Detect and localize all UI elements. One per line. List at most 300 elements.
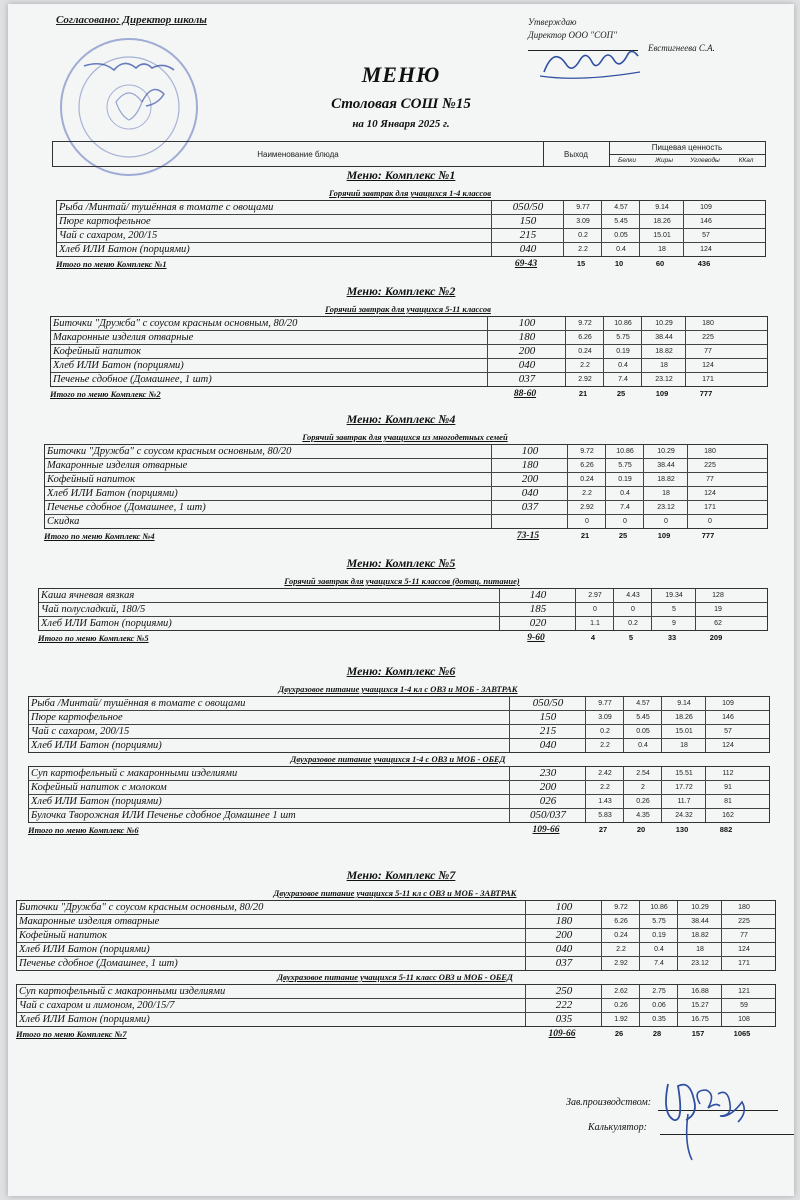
- group-title: Горячий завтрак для учащихся 1-4 классов: [328, 188, 492, 198]
- table-row: [51, 345, 767, 359]
- dish-name: Хлеб ИЛИ Батон (порциями): [41, 618, 172, 629]
- section-total: [56, 258, 764, 270]
- nutrition-value-b: 0: [575, 603, 614, 616]
- header-kcal: ККал: [738, 157, 754, 164]
- nutrition-value-b: 2.62: [601, 985, 640, 998]
- dish-name: Печенье сдобное (Домашнее, 1 шт): [53, 374, 212, 385]
- dish-name: Биточки "Дружба" с соусом красным основным, 80/20: [47, 446, 292, 457]
- nutrition-value-k: 124: [685, 359, 730, 372]
- header-dish: Наименование блюда: [53, 142, 544, 166]
- dish-name: Рыба /Минтай/ тушённая в томате с овощами: [31, 698, 246, 709]
- nutrition-value-b: 0: [567, 515, 606, 528]
- nutrition-value-f: 0.19: [605, 473, 644, 486]
- dish-name: Чай с сахаром, 200/15: [31, 726, 130, 737]
- nutrition-value-c: 16.88: [677, 985, 722, 998]
- table-row: [17, 915, 775, 929]
- nutrition-value-f: 7.4: [605, 501, 644, 514]
- dish-name: Печенье сдобное (Домашнее, 1 шт): [47, 502, 206, 513]
- dish-name: Чай полусладкий, 180/5: [41, 604, 146, 615]
- nutrition-value-f: 4.57: [601, 201, 640, 214]
- group-title: Горячий завтрак для учащихся 5-11 классов: [325, 304, 491, 314]
- nutrition-value-f: 0.4: [623, 739, 662, 752]
- header-carbs: Углеводы: [690, 157, 720, 164]
- dish-output: 185: [499, 603, 576, 616]
- group-title: Двухразовое питание учащихся 5-11 кл с ОВЗ и МОБ - ЗАВТРАК: [273, 888, 517, 898]
- nutrition-value-c: 24.32: [661, 809, 706, 822]
- dish-name: Биточки "Дружба" с соусом красным основным, 80/20: [19, 902, 264, 913]
- total-value-b: 21: [580, 531, 590, 540]
- total-value-k: 777: [699, 389, 713, 398]
- dish-output: 150: [509, 711, 586, 724]
- dish-output: 100: [525, 901, 602, 914]
- page-subtitle: Столовая СОШ №15: [331, 96, 471, 112]
- nutrition-value-c: 18.82: [641, 345, 686, 358]
- director-name: Евстигнеева С.А.: [648, 43, 715, 53]
- section-total: [50, 388, 766, 400]
- nutrition-value-b: 2.92: [601, 957, 640, 970]
- nutrition-value-k: 109: [683, 201, 728, 214]
- total-label: Итого по меню Комплекс №2: [50, 389, 161, 399]
- total-label: Итого по меню Комплекс №1: [56, 259, 167, 269]
- nutrition-value-k: 146: [683, 215, 728, 228]
- group-title: Горячий завтрак для учащихся 5-11 классов (дотац. питание): [284, 576, 520, 586]
- menu-table: [56, 200, 766, 257]
- nutrition-value-f: 7.4: [639, 957, 678, 970]
- agreed-label: Согласовано: Директор школы: [56, 14, 207, 26]
- dish-output: 100: [487, 317, 566, 330]
- dish-name: Биточки "Дружба" с соусом красным основным, 80/20: [53, 318, 298, 329]
- nutrition-value-f: 4.43: [613, 589, 652, 602]
- menu-table: [50, 316, 768, 387]
- nutrition-value-c: 17.72: [661, 781, 706, 794]
- nutrition-value-k: 124: [683, 243, 728, 256]
- total-value-c: 109: [657, 531, 671, 540]
- nutrition-value-k: 108: [721, 1013, 766, 1026]
- section-title: Меню: Комплекс №2: [346, 284, 456, 298]
- nutrition-value-c: 23.12: [643, 501, 688, 514]
- total-value-f: 5: [628, 633, 634, 642]
- table-row: [45, 445, 767, 459]
- dish-name: Кофейный напиток: [19, 930, 108, 941]
- nutrition-value-c: 18: [643, 487, 688, 500]
- dish-output: 050/50: [509, 697, 586, 710]
- table-row: [39, 603, 767, 617]
- nutrition-value-f: 0.4: [639, 943, 678, 956]
- dish-output: 230: [509, 767, 586, 780]
- nutrition-value-f: 0.4: [603, 359, 642, 372]
- nutrition-value-f: 0: [605, 515, 644, 528]
- dish-name: Хлеб ИЛИ Батон (порциями): [53, 360, 184, 371]
- table-row: [17, 957, 775, 970]
- dish-name: Хлеб ИЛИ Батон (порциями): [19, 944, 150, 955]
- nutrition-value-f: 5.75: [603, 331, 642, 344]
- group-title: Двухразовое питание учащихся 1-4 с ОВЗ и МОБ - ОБЕД: [290, 754, 506, 764]
- nutrition-value-b: 0.24: [567, 473, 606, 486]
- nutrition-value-c: 18: [661, 739, 706, 752]
- nutrition-value-b: 2.2: [601, 943, 640, 956]
- nutrition-value-f: 0.19: [603, 345, 642, 358]
- table-row: [29, 795, 769, 809]
- nutrition-value-c: 18.26: [639, 215, 684, 228]
- total-output: 109-66: [532, 825, 560, 835]
- dish-output: 180: [487, 331, 566, 344]
- nutrition-value-c: 9.14: [639, 201, 684, 214]
- total-value-b: 15: [576, 259, 586, 268]
- table-row: [51, 359, 767, 373]
- nutrition-value-f: 5.75: [605, 459, 644, 472]
- dish-output: 020: [499, 617, 576, 630]
- nutrition-value-f: 10.86: [639, 901, 678, 914]
- nutrition-value-b: 0.24: [601, 929, 640, 942]
- nutrition-value-b: 9.72: [601, 901, 640, 914]
- table-row: [17, 901, 775, 915]
- nutrition-value-c: 38.44: [677, 915, 722, 928]
- header-output: Выход: [543, 142, 610, 166]
- total-value-b: 4: [590, 633, 596, 642]
- nutrition-value-k: 112: [705, 767, 750, 780]
- nutrition-value-c: 18: [677, 943, 722, 956]
- menu-table: [28, 696, 770, 753]
- dish-name: Чай с сахаром, 200/15: [59, 230, 158, 241]
- table-row: [45, 515, 767, 528]
- section-total: [16, 1028, 774, 1040]
- menu-table: [16, 984, 776, 1027]
- dish-output: 040: [525, 943, 602, 956]
- nutrition-value-f: 4.57: [623, 697, 662, 710]
- nutrition-value-f: 0.26: [623, 795, 662, 808]
- table-row: [29, 739, 769, 752]
- nutrition-value-c: 23.12: [677, 957, 722, 970]
- menu-table: [16, 900, 776, 971]
- table-row: [51, 373, 767, 386]
- section-total: [28, 824, 768, 836]
- manager-signature-icon: [648, 1064, 768, 1164]
- nutrition-value-k: 57: [683, 229, 728, 242]
- dish-output: 180: [525, 915, 602, 928]
- total-value-k: 1065: [733, 1029, 751, 1038]
- nutrition-value-b: 2.92: [567, 501, 606, 514]
- table-row: [29, 767, 769, 781]
- nutrition-value-f: 2: [623, 781, 662, 794]
- nutrition-value-k: 81: [705, 795, 750, 808]
- total-value-f: 25: [618, 531, 628, 540]
- dish-output: 040: [487, 359, 566, 372]
- dish-output: 037: [487, 373, 566, 386]
- nutrition-value-b: 2.2: [585, 739, 624, 752]
- nutrition-value-f: 7.4: [603, 373, 642, 386]
- nutrition-value-f: 0.2: [613, 617, 652, 630]
- dish-output: 035: [525, 1013, 602, 1026]
- dish-output: 200: [525, 929, 602, 942]
- dish-output: 040: [509, 739, 586, 752]
- dish-output: 222: [525, 999, 602, 1012]
- nutrition-value-b: 9.72: [565, 317, 604, 330]
- nutrition-value-c: 9.14: [661, 697, 706, 710]
- nutrition-value-c: 38.44: [643, 459, 688, 472]
- section-title: Меню: Комплекс №1: [346, 168, 456, 182]
- dish-name: Кофейный напиток с молоком: [31, 782, 167, 793]
- table-row: [51, 317, 767, 331]
- total-label: Итого по меню Комплекс №4: [44, 531, 155, 541]
- nutrition-value-c: 18.26: [661, 711, 706, 724]
- nutrition-value-c: 15.51: [661, 767, 706, 780]
- production-label: Зав.производством:: [566, 1097, 652, 1108]
- dish-output: 050/50: [491, 201, 564, 214]
- table-row: [17, 985, 775, 999]
- nutrition-value-k: 121: [721, 985, 766, 998]
- dish-output: 200: [487, 345, 566, 358]
- header-fat: Жиры: [655, 157, 673, 164]
- nutrition-value-b: 9.72: [567, 445, 606, 458]
- nutrition-value-b: 2.97: [575, 589, 614, 602]
- approve-label: Утверждаю: [528, 17, 577, 27]
- nutrition-value-k: 225: [685, 331, 730, 344]
- nutrition-value-k: 77: [685, 345, 730, 358]
- total-output: 88-60: [513, 389, 537, 399]
- dish-name: Пюре картофельное: [59, 216, 151, 227]
- nutrition-value-b: 6.26: [565, 331, 604, 344]
- nutrition-value-c: 10.29: [677, 901, 722, 914]
- nutrition-value-k: 124: [705, 739, 750, 752]
- dish-name: Чай с сахаром и лимоном, 200/15/7: [19, 1000, 175, 1011]
- nutrition-value-f: 5.75: [639, 915, 678, 928]
- dish-name: Хлеб ИЛИ Батон (порциями): [19, 1014, 150, 1025]
- nutrition-value-b: 6.26: [601, 915, 640, 928]
- section-title: Меню: Комплекс №7: [346, 868, 456, 882]
- nutrition-value-k: 124: [687, 487, 732, 500]
- nutrition-value-c: 18.82: [677, 929, 722, 942]
- nutrition-value-b: 3.09: [563, 215, 602, 228]
- table-row: [39, 589, 767, 603]
- table-row: [29, 711, 769, 725]
- nutrition-value-c: 11.7: [661, 795, 706, 808]
- total-value-k: 436: [697, 259, 711, 268]
- total-value-b: 26: [614, 1029, 624, 1038]
- nutrition-value-k: 109: [705, 697, 750, 710]
- section-title: Меню: Комплекс №5: [346, 556, 456, 570]
- total-value-c: 109: [655, 389, 669, 398]
- nutrition-value-k: 171: [721, 957, 766, 970]
- nutrition-value-f: 10.86: [605, 445, 644, 458]
- nutrition-value-c: 18: [639, 243, 684, 256]
- nutrition-value-c: 10.29: [643, 445, 688, 458]
- nutrition-value-f: 0: [613, 603, 652, 616]
- nutrition-value-b: 1.1: [575, 617, 614, 630]
- nutrition-value-k: 0: [687, 515, 732, 528]
- nutrition-value-f: 0.19: [639, 929, 678, 942]
- total-value-c: 60: [655, 259, 665, 268]
- nutrition-value-b: 5.83: [585, 809, 624, 822]
- menu-table: [38, 588, 768, 631]
- section-total: [44, 530, 766, 542]
- total-label: Итого по меню Комплекс №7: [16, 1029, 127, 1039]
- table-row: [45, 487, 767, 501]
- group-title: Двухразовое питание учащихся 5-11 класс ОВЗ и МОБ - ОБЕД: [277, 972, 513, 982]
- total-value-f: 10: [614, 259, 624, 268]
- nutrition-value-f: 5.45: [623, 711, 662, 724]
- dish-name: Макаронные изделия отварные: [47, 460, 188, 471]
- nutrition-value-f: 0.4: [605, 487, 644, 500]
- nutrition-value-c: 15.27: [677, 999, 722, 1012]
- nutrition-value-b: 0.24: [565, 345, 604, 358]
- nutrition-value-k: 146: [705, 711, 750, 724]
- table-row: [29, 781, 769, 795]
- nutrition-value-b: 3.09: [585, 711, 624, 724]
- header-nutrition: Пищевая ценность: [609, 142, 765, 155]
- nutrition-value-b: 0.2: [585, 725, 624, 738]
- table-row: [17, 999, 775, 1013]
- nutrition-value-c: 10.29: [641, 317, 686, 330]
- dish-name: Хлеб ИЛИ Батон (порциями): [31, 740, 162, 751]
- nutrition-value-k: 225: [721, 915, 766, 928]
- nutrition-value-k: 180: [687, 445, 732, 458]
- nutrition-value-b: 6.26: [567, 459, 606, 472]
- nutrition-value-c: 38.44: [641, 331, 686, 344]
- dish-name: Каша ячневая вязкая: [41, 590, 135, 601]
- total-output: 73-15: [516, 531, 540, 541]
- total-output: 69-43: [514, 259, 538, 269]
- dish-name: Печенье сдобное (Домашнее, 1 шт): [19, 958, 178, 969]
- table-row: [45, 473, 767, 487]
- table-row: [57, 229, 765, 243]
- section-title: Меню: Комплекс №4: [346, 412, 456, 426]
- director-label: Директор ООО "СОП": [528, 30, 617, 40]
- dish-name: Кофейный напиток: [53, 346, 142, 357]
- dish-output: 180: [491, 459, 568, 472]
- nutrition-value-b: 0.26: [601, 999, 640, 1012]
- nutrition-value-f: 0.35: [639, 1013, 678, 1026]
- nutrition-value-c: 15.01: [661, 725, 706, 738]
- total-value-c: 130: [675, 825, 689, 834]
- table-row: [57, 201, 765, 215]
- nutrition-value-k: 225: [687, 459, 732, 472]
- nutrition-value-b: 2.2: [567, 487, 606, 500]
- dish-name: Скидка: [47, 516, 80, 527]
- nutrition-value-f: 0.06: [639, 999, 678, 1012]
- dish-output: 215: [491, 229, 564, 242]
- nutrition-value-k: 171: [687, 501, 732, 514]
- table-row: [57, 215, 765, 229]
- section-total: [38, 632, 766, 644]
- table-row: [45, 459, 767, 473]
- menu-sheet: [8, 4, 794, 1196]
- dish-output: 200: [491, 473, 568, 486]
- total-value-k: 209: [709, 633, 723, 642]
- nutrition-value-f: 0.05: [601, 229, 640, 242]
- table-row: [51, 331, 767, 345]
- nutrition-value-f: 10.86: [603, 317, 642, 330]
- dish-name: Кофейный напиток: [47, 474, 136, 485]
- dish-output: 100: [491, 445, 568, 458]
- nutrition-value-f: 4.35: [623, 809, 662, 822]
- section-title: Меню: Комплекс №6: [346, 664, 456, 678]
- dish-output: 037: [525, 957, 602, 970]
- dish-output: 037: [491, 501, 568, 514]
- total-value-k: 777: [701, 531, 715, 540]
- table-row: [17, 929, 775, 943]
- nutrition-value-f: 2.75: [639, 985, 678, 998]
- total-output: 109-66: [548, 1029, 576, 1039]
- dish-name: Макаронные изделия отварные: [53, 332, 194, 343]
- dish-output: 026: [509, 795, 586, 808]
- dish-name: Суп картофельный с макаронными изделиями: [31, 768, 238, 779]
- total-value-c: 157: [691, 1029, 705, 1038]
- total-value-f: 28: [652, 1029, 662, 1038]
- nutrition-value-c: 23.12: [641, 373, 686, 386]
- nutrition-value-k: 124: [721, 943, 766, 956]
- dish-name: Хлеб ИЛИ Батон (порциями): [59, 244, 190, 255]
- nutrition-value-k: 77: [721, 929, 766, 942]
- table-row: [29, 809, 769, 822]
- nutrition-value-b: 2.2: [585, 781, 624, 794]
- dish-output: 215: [509, 725, 586, 738]
- dish-output: [491, 515, 568, 528]
- nutrition-value-k: 62: [695, 617, 740, 630]
- nutrition-value-b: 2.92: [565, 373, 604, 386]
- nutrition-value-k: 171: [685, 373, 730, 386]
- nutrition-value-c: 18.82: [643, 473, 688, 486]
- dish-output: 250: [525, 985, 602, 998]
- group-title: Двухразовое питание учащихся 1-4 кл с ОВЗ и МОБ - ЗАВТРАК: [278, 684, 518, 694]
- total-value-b: 21: [578, 389, 588, 398]
- nutrition-value-k: 128: [695, 589, 740, 602]
- dish-output: 050/037: [509, 809, 586, 822]
- total-value-f: 25: [616, 389, 626, 398]
- dish-output: 040: [491, 243, 564, 256]
- nutrition-value-k: 19: [695, 603, 740, 616]
- nutrition-value-k: 77: [687, 473, 732, 486]
- table-row: [45, 501, 767, 515]
- dish-output: 150: [491, 215, 564, 228]
- dish-name: Булочка Творожная ИЛИ Печенье сдобное Домашнее 1 шт: [31, 810, 296, 821]
- nutrition-value-b: 9.77: [585, 697, 624, 710]
- calculator-label: Калькулятор:: [588, 1122, 647, 1133]
- nutrition-value-f: 5.45: [601, 215, 640, 228]
- nutrition-value-b: 2.2: [565, 359, 604, 372]
- page-title: МЕНЮ: [361, 62, 441, 87]
- total-value-c: 33: [667, 633, 677, 642]
- nutrition-value-b: 9.77: [563, 201, 602, 214]
- dish-output: 040: [491, 487, 568, 500]
- total-label: Итого по меню Комплекс №6: [28, 825, 139, 835]
- nutrition-value-k: 59: [721, 999, 766, 1012]
- header-protein: Белки: [618, 157, 636, 164]
- nutrition-value-c: 5: [651, 603, 696, 616]
- nutrition-value-k: 91: [705, 781, 750, 794]
- nutrition-value-c: 0: [643, 515, 688, 528]
- table-row: [29, 697, 769, 711]
- table-row: [29, 725, 769, 739]
- nutrition-value-c: 15.01: [639, 229, 684, 242]
- table-row: [17, 1013, 775, 1026]
- nutrition-value-b: 2.2: [563, 243, 602, 256]
- nutrition-value-k: 162: [705, 809, 750, 822]
- table-row: [57, 243, 765, 256]
- nutrition-value-c: 18: [641, 359, 686, 372]
- nutrition-value-b: 1.43: [585, 795, 624, 808]
- dish-name: Хлеб ИЛИ Батон (порциями): [31, 796, 162, 807]
- table-header: [52, 141, 766, 167]
- dish-name: Хлеб ИЛИ Батон (порциями): [47, 488, 178, 499]
- nutrition-value-c: 9: [651, 617, 696, 630]
- nutrition-value-b: 1.92: [601, 1013, 640, 1026]
- nutrition-value-k: 57: [705, 725, 750, 738]
- total-label: Итого по меню Комплекс №5: [38, 633, 149, 643]
- total-value-f: 20: [636, 825, 646, 834]
- dish-name: Рыба /Минтай/ тушённая в томате с овощами: [59, 202, 274, 213]
- menu-date: на 10 Января 2025 г.: [352, 118, 450, 130]
- nutrition-value-b: 2.42: [585, 767, 624, 780]
